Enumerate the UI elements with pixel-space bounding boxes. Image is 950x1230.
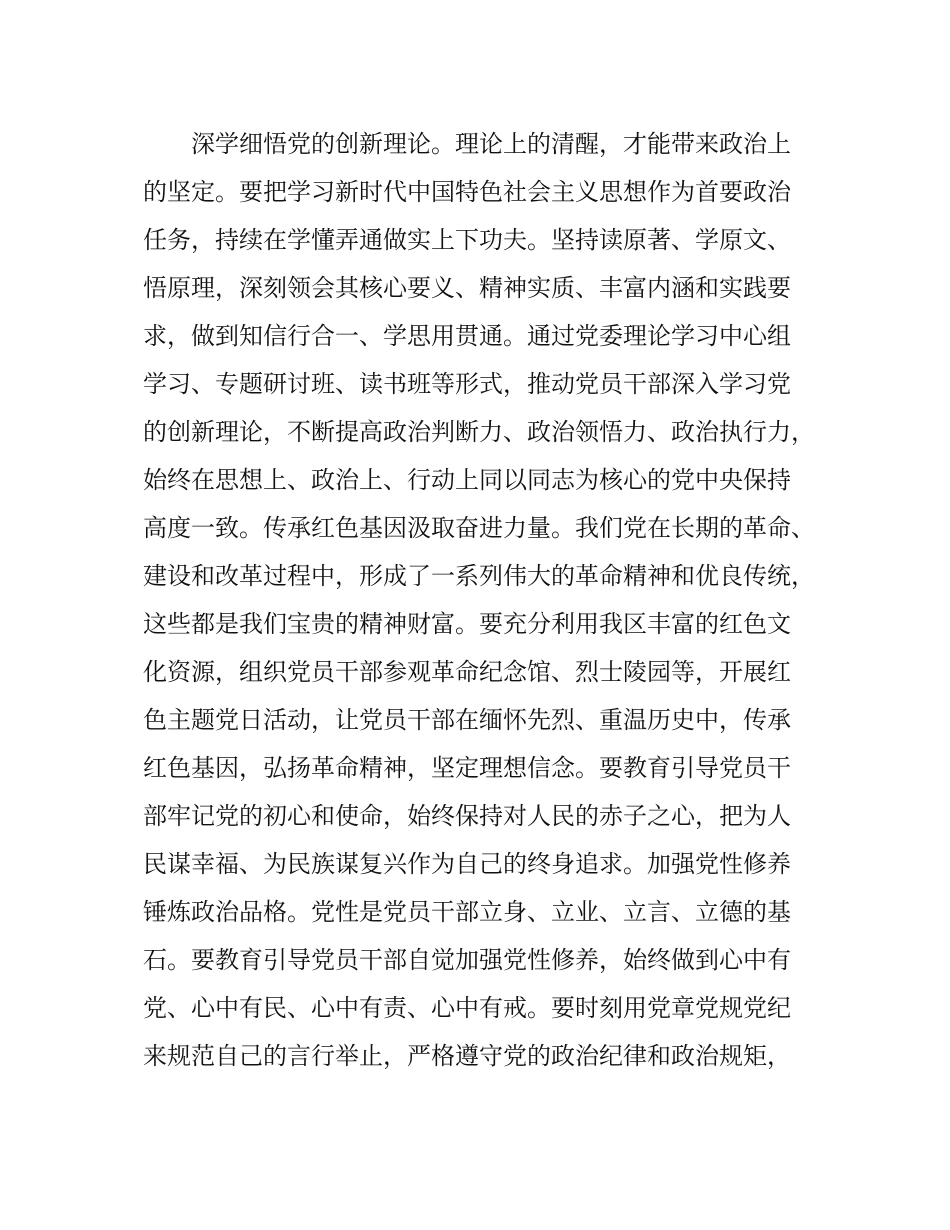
- text-line: 始终在思想上、政治上、行动上同以同志为核心的党中央保持: [143, 466, 791, 494]
- text-line: 这些都是我们宝贵的精神财富。要充分利用我区丰富的红色文: [143, 610, 791, 638]
- text-line: 的创新理论，不断提高政治判断力、政治领悟力、政治执行力，: [143, 418, 815, 446]
- text-line: 党、心中有民、心中有责、心中有戒。要时刻用党章党规党纪: [143, 994, 791, 1022]
- body-paragraph: [143, 120, 843, 1080]
- text-line: 部牢记党的初心和使命，始终保持对人民的赤子之心，把为人: [143, 802, 791, 830]
- text-line: 来规范自己的言行举止，严格遵守党的政治纪律和政治规矩，: [143, 1042, 791, 1070]
- text-line: 的坚定。要把学习新时代中国特色社会主义思想作为首要政治: [143, 178, 791, 206]
- text-line: 任务，持续在学懂弄通做实上下功夫。坚持读原著、学原文、: [143, 226, 791, 254]
- text-line: 深学细悟党的创新理论。理论上的清醒，才能带来政治上: [191, 130, 791, 158]
- text-line: 高度一致。传承红色基因汲取奋进力量。我们党在长期的革命、: [143, 514, 815, 542]
- text-line: 锤炼政治品格。党性是党员干部立身、立业、立言、立德的基: [143, 898, 791, 926]
- text-line: 悟原理，深刻领会其核心要义、精神实质、丰富内涵和实践要: [143, 274, 791, 302]
- text-line: 石。要教育引导党员干部自觉加强党性修养，始终做到心中有: [143, 946, 791, 974]
- text-line: 红色基因，弘扬革命精神，坚定理想信念。要教育引导党员干: [143, 754, 791, 782]
- text-line: 化资源，组织党员干部参观革命纪念馆、烈士陵园等，开展红: [143, 658, 791, 686]
- text-line: 建设和改革过程中，形成了一系列伟大的革命精神和优良传统，: [143, 562, 815, 590]
- text-line: 民谋幸福、为民族谋复兴作为自己的终身追求。加强党性修养: [143, 850, 791, 878]
- text-line: 求，做到知信行合一、学思用贯通。通过党委理论学习中心组: [143, 322, 791, 350]
- text-line: 色主题党日活动，让党员干部在缅怀先烈、重温历史中，传承: [143, 706, 791, 734]
- text-line: 学习、专题研讨班、读书班等形式，推动党员干部深入学习党: [143, 370, 791, 398]
